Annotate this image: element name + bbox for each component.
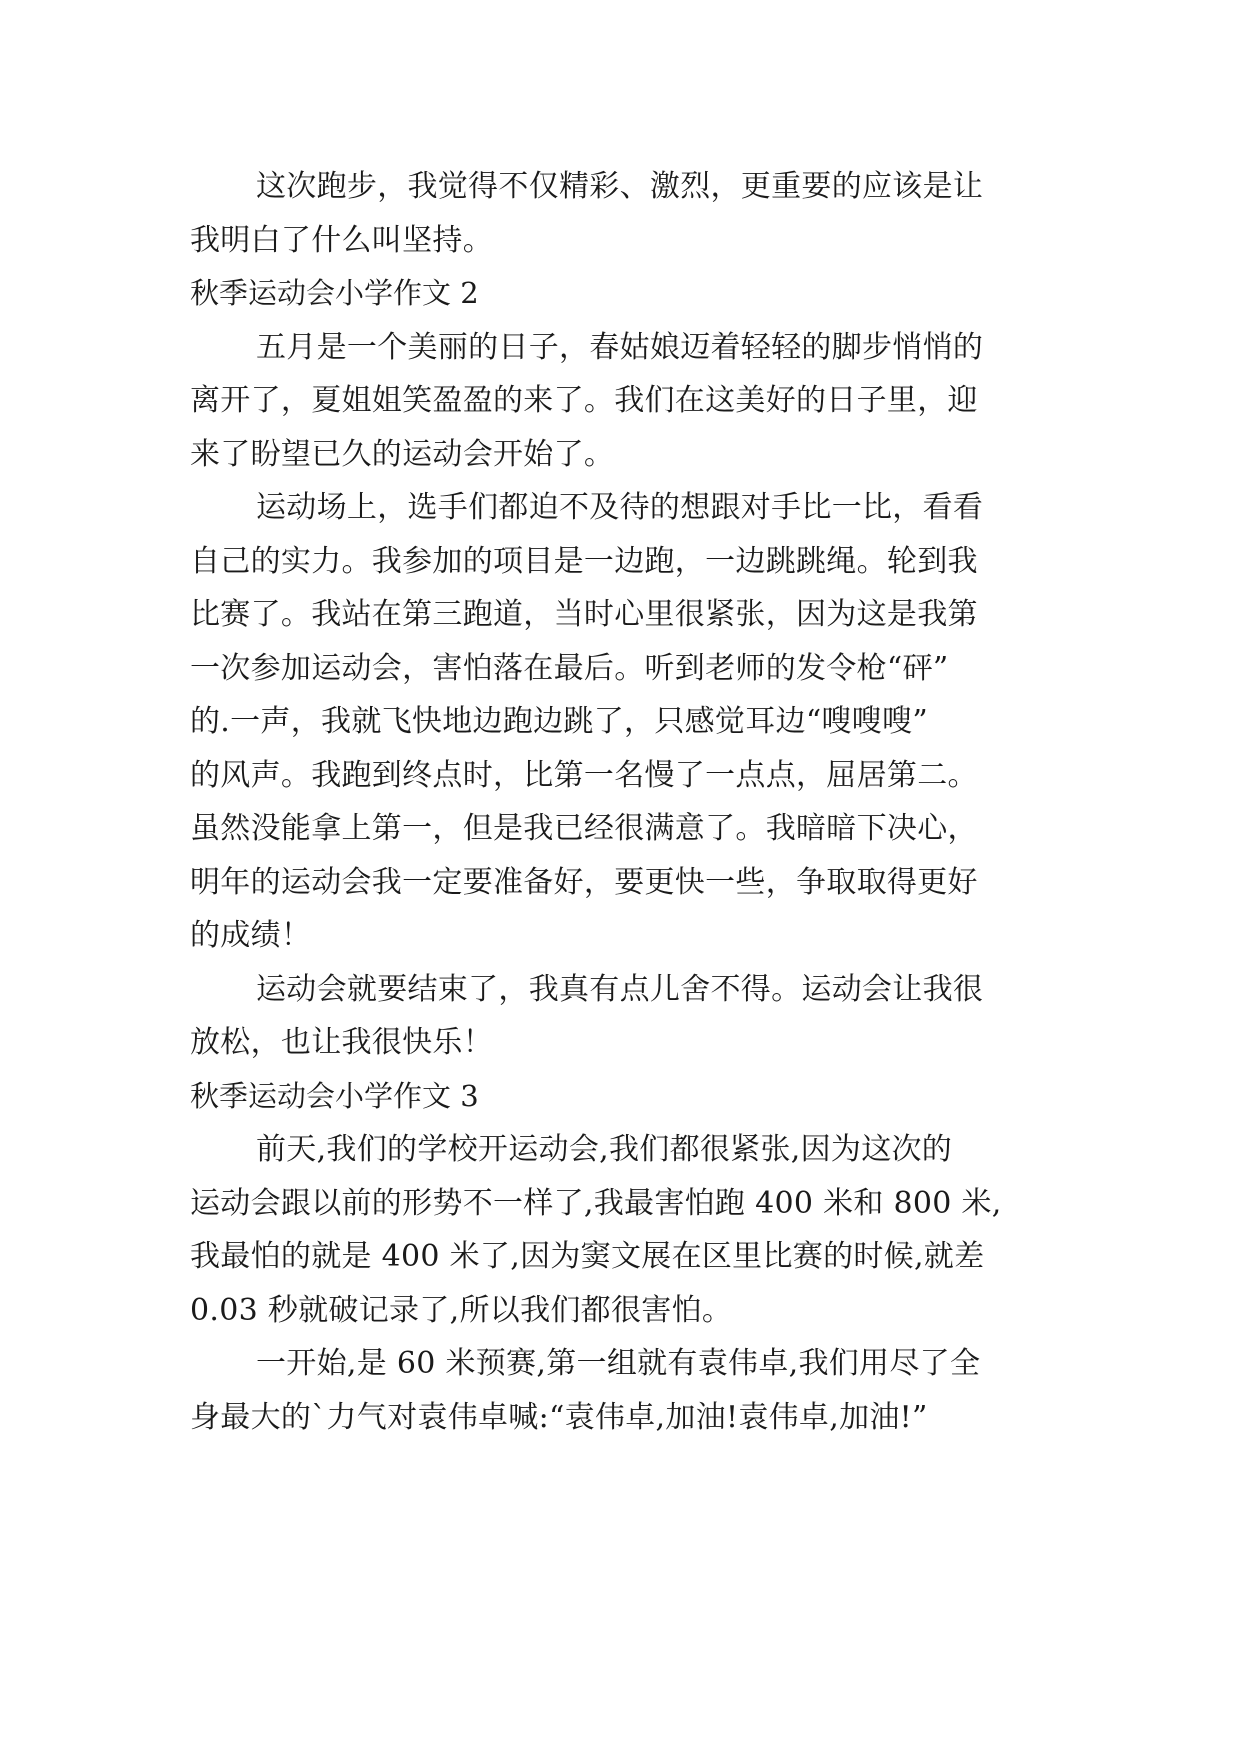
text-line: 我明白了什么叫坚持。	[190, 222, 493, 258]
text-line: 明年的运动会我一定要准备好，要更快一些，争取取得更好	[190, 864, 978, 900]
text-line: 来了盼望已久的运动会开始了。	[190, 436, 615, 472]
text-line: 0.03 秒就破记录了,所以我们都很害怕。	[190, 1292, 733, 1328]
text-line: 比赛了。我站在第三跑道，当时心里很紧张，因为这是我第	[190, 597, 978, 632]
text-line: 五月是一个美丽的日子，春姑娘迈着轻轻的脚步悄悄的	[256, 329, 984, 365]
text-line: 我最怕的就是 400 米了,因为窦文展在区里比赛的时候,就差	[190, 1239, 985, 1274]
paragraph	[190, 321, 1050, 482]
paragraph	[190, 1337, 1050, 1444]
text-line: 自己的实力。我参加的项目是一边跑，一边跳跳绳。轮到我	[190, 543, 978, 579]
text-line: 的.一声，我就飞快地边跑边跳了，只感觉耳边“嗖嗖嗖”	[190, 704, 929, 739]
paragraph	[190, 160, 1050, 267]
paragraph	[190, 1123, 1050, 1337]
text-line: 放松，也让我很快乐！	[190, 1025, 493, 1060]
text-line: 离开了，夏姐姐笑盈盈的来了。我们在这美好的日子里，迎	[190, 383, 978, 418]
text-line: 运动会就要结束了，我真有点儿舍不得。运动会让我很	[256, 971, 984, 1007]
paragraph	[190, 963, 1050, 1070]
text-line: 身最大的`力气对袁伟卓喊:“袁伟卓,加油!袁伟卓,加油!”	[190, 1399, 928, 1435]
text-line: 一开始,是 60 米预赛,第一组就有袁伟卓,我们用尽了全	[256, 1346, 981, 1381]
document-body	[190, 160, 1050, 1444]
text-line: 这次跑步，我觉得不仅精彩、激烈，更重要的应该是让	[256, 169, 984, 204]
text-line: 前天,我们的学校开运动会,我们都很紧张,因为这次的	[256, 1132, 953, 1167]
text-line: 运动场上，选手们都迫不及待的想跟对手比一比，看看	[256, 490, 984, 525]
text-line: 运动会跟以前的形势不一样了,我最害怕跑 400 米和 800 米,	[190, 1185, 1002, 1221]
section-heading: 秋季运动会小学作文 2	[190, 276, 479, 310]
section-heading: 秋季运动会小学作文 3	[190, 1078, 479, 1113]
paragraph	[190, 481, 1050, 963]
text-line: 的风声。我跑到终点时，比第一名慢了一点点，屈居第二。	[190, 757, 978, 793]
text-line: 虽然没能拿上第一，但是我已经很满意了。我暗暗下决心，	[190, 811, 978, 846]
text-line: 一次参加运动会，害怕落在最后。听到老师的发令枪“砰”	[190, 650, 949, 686]
text-line: 的成绩！	[190, 918, 312, 953]
